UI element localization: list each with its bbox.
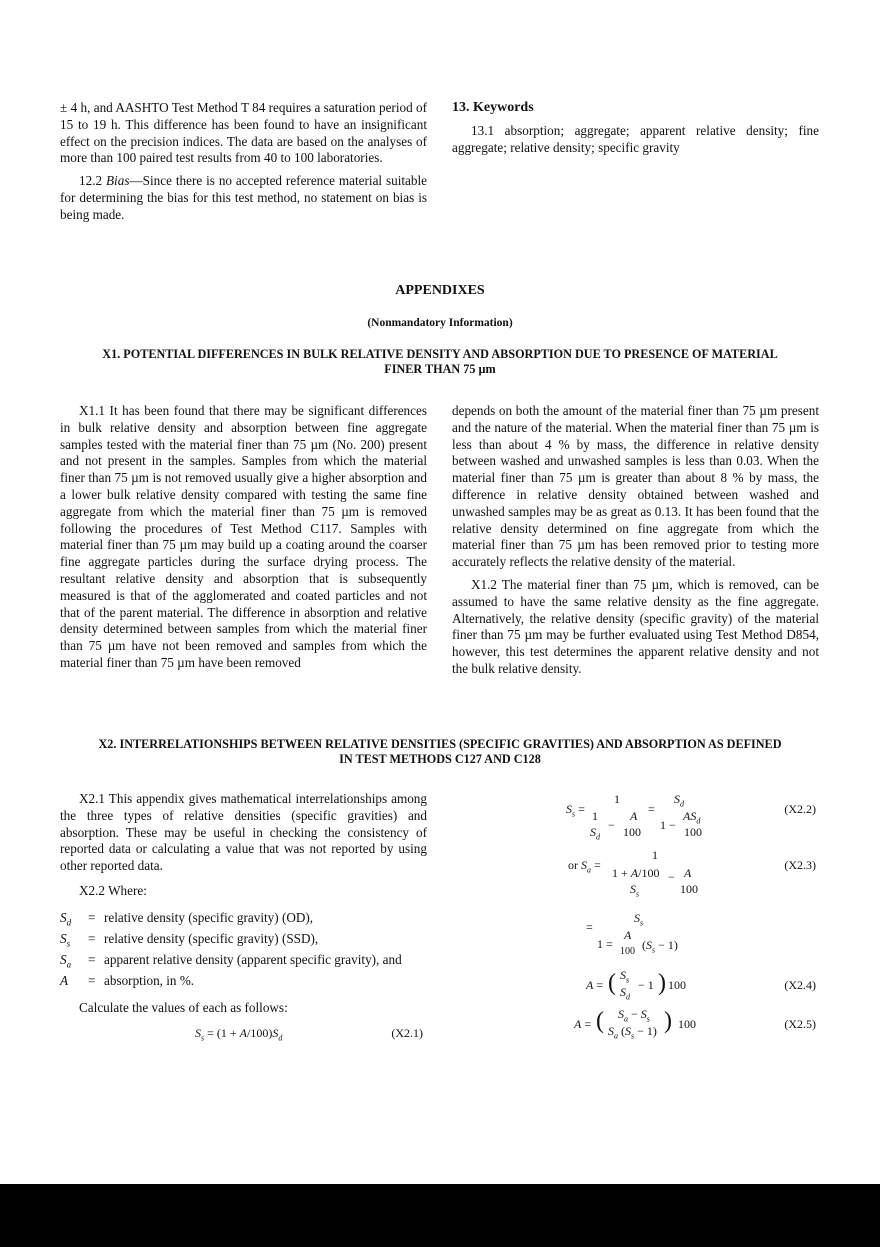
x2-1-paragraph: X2.1 This appendix gives mathematical interrelationships among the three types of relative densities (specific gravities) and absorption. These may be useful in checking the consistency of reported data or calculating a value that was not reported by using other reported data. bbox=[60, 791, 427, 874]
definition-ss: $S_s$ = relative density (specific gravity) (SSD), bbox=[60, 931, 427, 952]
equation-number: (X2.1) bbox=[391, 1026, 423, 1041]
x2-left-column bbox=[60, 791, 427, 1043]
x1-left-column bbox=[60, 403, 427, 678]
black-footer-bar bbox=[0, 1184, 880, 1247]
keywords-text: 13.1 absorption; aggregate; apparent relative density; fine aggregate; relative density; specific gravity bbox=[452, 122, 819, 155]
x2-heading: X2. INTERRELATIONSHIPS BETWEEN RELATIVE DENSITIES (SPECIFIC GRAVITIES) AND ABSORPTION AS DEFINED IN TEST METHODS C127 AND C128 bbox=[98, 737, 782, 766]
keywords-section bbox=[452, 100, 819, 162]
symbol-sd: $S_d$ bbox=[60, 909, 72, 928]
symbol-ss: $S_s$ bbox=[60, 930, 71, 949]
definition-sa: $S_a$ = apparent relative density (apparent specific gravity), and bbox=[60, 952, 427, 973]
keywords-heading: 13. Keywords bbox=[452, 100, 534, 115]
precision-continuation: ± 4 h, and AASHTO Test Method T 84 requires a saturation period of 15 to 19 h. This difference has been found to have an insignificant effect on the precision indices. The data are based on the analyses of more than 100 paired test results from 40 to 100 laboratories. bbox=[60, 100, 427, 166]
x1-heading: X1. POTENTIAL DIFFERENCES IN BULK RELATIVE DENSITY AND ABSORPTION DUE TO PRESENCE OF MATERIAL FINER THAN 75 µm bbox=[102, 347, 778, 376]
x1-1-paragraph: X1.1 It has been found that there may be significant differences in bulk relative density and absorption between fine aggregate samples tested with the material finer than 75 µm (No. 200) present and not present in the samples. Samples from which the material finer than 75 µm is not removed usually give a higher absorption and a lower bulk relative density compared with testing the same fine aggregate from which the material finer than 75 µm is removed following the procedures of Test Method C117. Samples with material finer than 75 µm may build up a coating around the coarser fine aggregate particles during the surface drying process. The resultant relative density and absorption that is subsequently measured is that of the agglomerated and coated particles and not that of the parent material. The difference in absorption and relative density determined between samples from which the material finer than 75 µm have not been removed and samples from which the material finer than 75 µm have been removed bbox=[60, 403, 427, 670]
definition-sd: $S_d$ = relative density (specific gravity) (OD), bbox=[60, 910, 427, 931]
x2-equations-column: $S_s$ = 1 1 A $S_d$ − 100 = $S_d$ 1 − $AS_d$ 100 (X2.2) or $S_a$ = 1 1 + A/100 − A $S_s$ 100 (X2.3) = $S_s$ 1 = A 100 $(S_s - 1)$ A = ( $S_s$ $S_d$ − 1 ) 100 (X2.4) A = ( $S_a - S_s$ $S_a$ $(S_s - 1)$ ) 100 (X2.5) bbox=[566, 792, 816, 1041]
x1-2-paragraph: X1.2 The material finer than 75 µm, which is removed, can be assumed to have the same relative density as the fine aggregate. Alternatively, the relative density (specific gravity) of the material finer than 75 µm may be further evaluated using Test Method D854, however, this test determines the apparent relative density and not the bulk relative density. bbox=[452, 576, 819, 676]
definition-a: A = absorption, in %. bbox=[60, 973, 427, 994]
symbol-a: A bbox=[60, 973, 69, 989]
bias-label: Bias bbox=[106, 173, 130, 189]
equation-number: (X2.5) bbox=[784, 1017, 816, 1031]
equation-x2-1 bbox=[60, 1023, 427, 1043]
equation-number: (X2.4) bbox=[784, 978, 816, 992]
nonmandatory-subtitle: (Nonmandatory Information) bbox=[367, 317, 513, 329]
x1-right-column bbox=[452, 403, 819, 684]
calc-intro: Calculate the values of each as follows: bbox=[79, 1000, 288, 1016]
symbol-sa: $S_a$ bbox=[60, 952, 72, 970]
definitions-list bbox=[60, 910, 427, 995]
equation-number: (X2.3) bbox=[784, 858, 816, 872]
x2-2-paragraph: X2.2 Where: bbox=[79, 882, 147, 898]
appendixes-title: APPENDIXES bbox=[395, 283, 485, 298]
x1-1-continuation: depends on both the amount of the material finer than 75 µm present and the nature of the material. When the material finer than 75 µm is less than about 4 % by mass, the difference in relative density between washed and unwashed samples is less than 0.03. When the material finer than 75 µm is greater than about 8 % by mass, the difference in relative density obtained between washed and unwashed samples may be as great as 0.13. It has been found that the relative density determined on fine aggregate from which the material finer than 75 µm has been removed prior to testing more accurately reflects the relative density of the material. bbox=[452, 403, 819, 570]
equation-number: (X2.2) bbox=[784, 802, 816, 816]
left-column-top bbox=[60, 100, 427, 230]
equation-x2-1-expr: $S_s = (1 + A/100)S_d$ bbox=[195, 1026, 283, 1043]
bias-paragraph: 12.2 Bias—Since there is no accepted reference material suitable for determining the bias for this test method, no statement on bias is being made. bbox=[60, 173, 428, 222]
